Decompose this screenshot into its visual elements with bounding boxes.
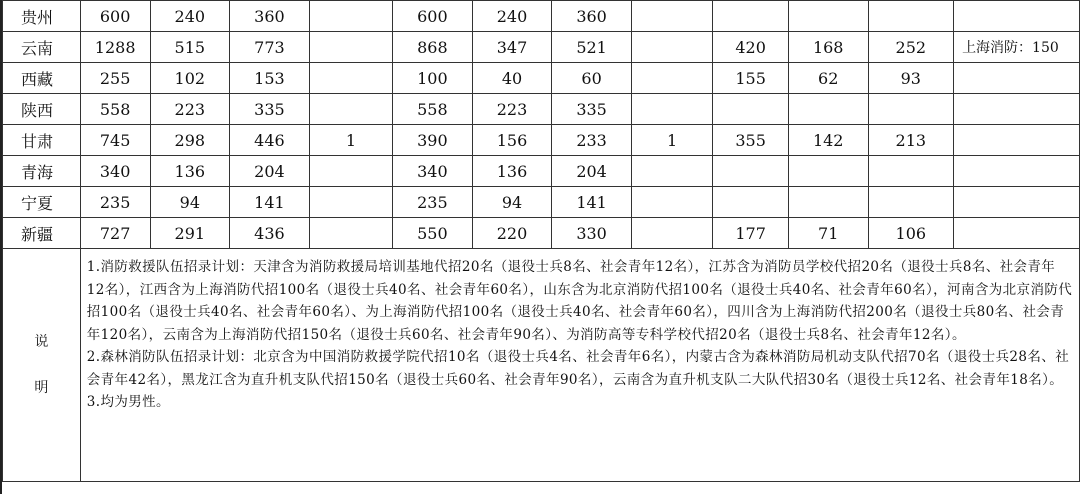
value-cell-c1: 235: [80, 187, 150, 218]
table-row: [3, 156, 1080, 187]
province-cell: 贵州: [3, 1, 81, 32]
table-row: [3, 187, 1080, 218]
value-cell-c7: 141: [552, 187, 632, 218]
value-cell-c11: [868, 1, 954, 32]
value-cell-c5: 558: [393, 94, 473, 125]
value-cell-c2: 240: [150, 1, 230, 32]
value-cell-c1: 255: [80, 63, 150, 94]
value-cell-c9: 420: [713, 32, 789, 63]
value-cell-c5: 868: [393, 32, 473, 63]
value-cell-c2: 515: [150, 32, 230, 63]
value-cell-c8: [631, 1, 712, 32]
value-cell-c7: 204: [552, 156, 632, 187]
value-cell-c11: 252: [868, 32, 954, 63]
value-cell-c4: [309, 94, 392, 125]
value-cell-c9: [713, 94, 789, 125]
value-cell-c9: [713, 156, 789, 187]
value-cell-c8: [631, 187, 712, 218]
table-row: [3, 94, 1080, 125]
value-cell-c4: [309, 218, 392, 249]
value-cell-c5: 390: [393, 125, 473, 156]
table-row: [3, 218, 1080, 249]
value-cell-c2: 298: [150, 125, 230, 156]
value-cell-c5: 100: [393, 63, 473, 94]
value-cell-c11: [868, 94, 954, 125]
value-cell-c2: 223: [150, 94, 230, 125]
table-row: [3, 32, 1080, 63]
value-cell-c8: [631, 218, 712, 249]
value-cell-c1: 727: [80, 218, 150, 249]
value-cell-c4: [309, 32, 392, 63]
explanation-item: 3.均为男性。: [86, 394, 170, 410]
explanation-row: [3, 249, 1080, 482]
value-cell-c5: 340: [393, 156, 473, 187]
value-cell-c10: [788, 94, 868, 125]
note-cell: 上海消防：150: [954, 32, 1080, 63]
value-cell-c6: 347: [472, 32, 552, 63]
value-cell-c6: 40: [472, 63, 552, 94]
note-cell: [954, 125, 1080, 156]
table-row: [3, 1, 1080, 32]
explanation-label: [3, 249, 81, 482]
province-cell: 陕西: [3, 94, 81, 125]
value-cell-c3: 360: [230, 1, 310, 32]
value-cell-c4: [309, 156, 392, 187]
value-cell-c11: [868, 156, 954, 187]
value-cell-c6: 240: [472, 1, 552, 32]
value-cell-c2: 136: [150, 156, 230, 187]
table-row: [3, 63, 1080, 94]
value-cell-c11: 213: [868, 125, 954, 156]
value-cell-c4: 1: [309, 125, 392, 156]
value-cell-c5: 600: [393, 1, 473, 32]
value-cell-c7: 60: [552, 63, 632, 94]
explanation-item: 1.消防救援队伍招录计划：天津含为消防救援局培训基地代招20名（退役士兵8名、社会青年12名），江苏含为消防员学校代招20名（退役士兵8名、社会青年12名），江西含为上海消防代招100名（退役士兵40名、社会青年60名），山东含为北京消防代招100名（退役士兵40名、社会青年60名），河南含为北京消防代招100名（退役士兵40名、社会青年60名）、为上海消防代招100名（退役士兵40名、社会青年60名），四川含为上海消防代招200名（退役士兵80名、社会青年120名），云南含为上海消防代招150名（退役士兵60名、社会青年90名）、为消防高等专科学校代招20名（退役士兵8名、社会青年12名）。: [86, 259, 1073, 343]
note-cell: [954, 63, 1080, 94]
province-cell: 新疆: [3, 218, 81, 249]
explanation-label-char-1: 说: [34, 334, 49, 350]
value-cell-c3: 335: [230, 94, 310, 125]
value-cell-c10: [788, 156, 868, 187]
value-cell-c1: 340: [80, 156, 150, 187]
province-cell: 云南: [3, 32, 81, 63]
explanation-text: [80, 249, 1079, 482]
value-cell-c6: 220: [472, 218, 552, 249]
value-cell-c7: 233: [552, 125, 632, 156]
value-cell-c6: 223: [472, 94, 552, 125]
value-cell-c7: 521: [552, 32, 632, 63]
value-cell-c11: 106: [868, 218, 954, 249]
value-cell-c5: 235: [393, 187, 473, 218]
province-cell: 西藏: [3, 63, 81, 94]
value-cell-c8: [631, 63, 712, 94]
explanation-label-char-2: 明: [34, 380, 49, 396]
note-cell: [954, 94, 1080, 125]
recruitment-table: [2, 0, 1080, 482]
value-cell-c6: 136: [472, 156, 552, 187]
value-cell-c1: 558: [80, 94, 150, 125]
note-cell: [954, 187, 1080, 218]
value-cell-c2: 102: [150, 63, 230, 94]
value-cell-c7: 335: [552, 94, 632, 125]
value-cell-c3: 773: [230, 32, 310, 63]
value-cell-c1: 1288: [80, 32, 150, 63]
value-cell-c8: 1: [631, 125, 712, 156]
value-cell-c9: 177: [713, 218, 789, 249]
explanation-item: 2.森林消防队伍招录计划：北京含为中国消防救援学院代招10名（退役士兵4名、社会青年6名），内蒙古含为森林消防局机动支队代招70名（退役士兵28名、社会青年42名），黑龙江含为直升机支队代招150名（退役士兵60名、社会青年90名），云南含为直升机支队二大队代招30名（退役士兵12名、社会青年18名）。: [86, 349, 1070, 388]
value-cell-c9: [713, 1, 789, 32]
value-cell-c5: 550: [393, 218, 473, 249]
value-cell-c2: 291: [150, 218, 230, 249]
value-cell-c10: 71: [788, 218, 868, 249]
value-cell-c11: [868, 187, 954, 218]
value-cell-c1: 600: [80, 1, 150, 32]
province-cell: 青海: [3, 156, 81, 187]
value-cell-c4: [309, 63, 392, 94]
value-cell-c6: 94: [472, 187, 552, 218]
value-cell-c10: 142: [788, 125, 868, 156]
value-cell-c8: [631, 94, 712, 125]
value-cell-c10: 62: [788, 63, 868, 94]
province-cell: 甘肃: [3, 125, 81, 156]
value-cell-c8: [631, 32, 712, 63]
value-cell-c10: 168: [788, 32, 868, 63]
province-cell: 宁夏: [3, 187, 81, 218]
value-cell-c9: [713, 187, 789, 218]
value-cell-c3: 204: [230, 156, 310, 187]
table-body: [3, 1, 1080, 482]
value-cell-c6: 156: [472, 125, 552, 156]
table-row: [3, 125, 1080, 156]
value-cell-c3: 141: [230, 187, 310, 218]
note-cell: [954, 218, 1080, 249]
value-cell-c1: 745: [80, 125, 150, 156]
value-cell-c4: [309, 1, 392, 32]
value-cell-c11: 93: [868, 63, 954, 94]
value-cell-c2: 94: [150, 187, 230, 218]
value-cell-c3: 153: [230, 63, 310, 94]
value-cell-c3: 446: [230, 125, 310, 156]
value-cell-c9: 355: [713, 125, 789, 156]
value-cell-c4: [309, 187, 392, 218]
value-cell-c10: [788, 1, 868, 32]
note-cell: [954, 1, 1080, 32]
value-cell-c8: [631, 156, 712, 187]
value-cell-c3: 436: [230, 218, 310, 249]
note-cell: [954, 156, 1080, 187]
value-cell-c7: 330: [552, 218, 632, 249]
value-cell-c9: 155: [713, 63, 789, 94]
value-cell-c10: [788, 187, 868, 218]
value-cell-c7: 360: [552, 1, 632, 32]
